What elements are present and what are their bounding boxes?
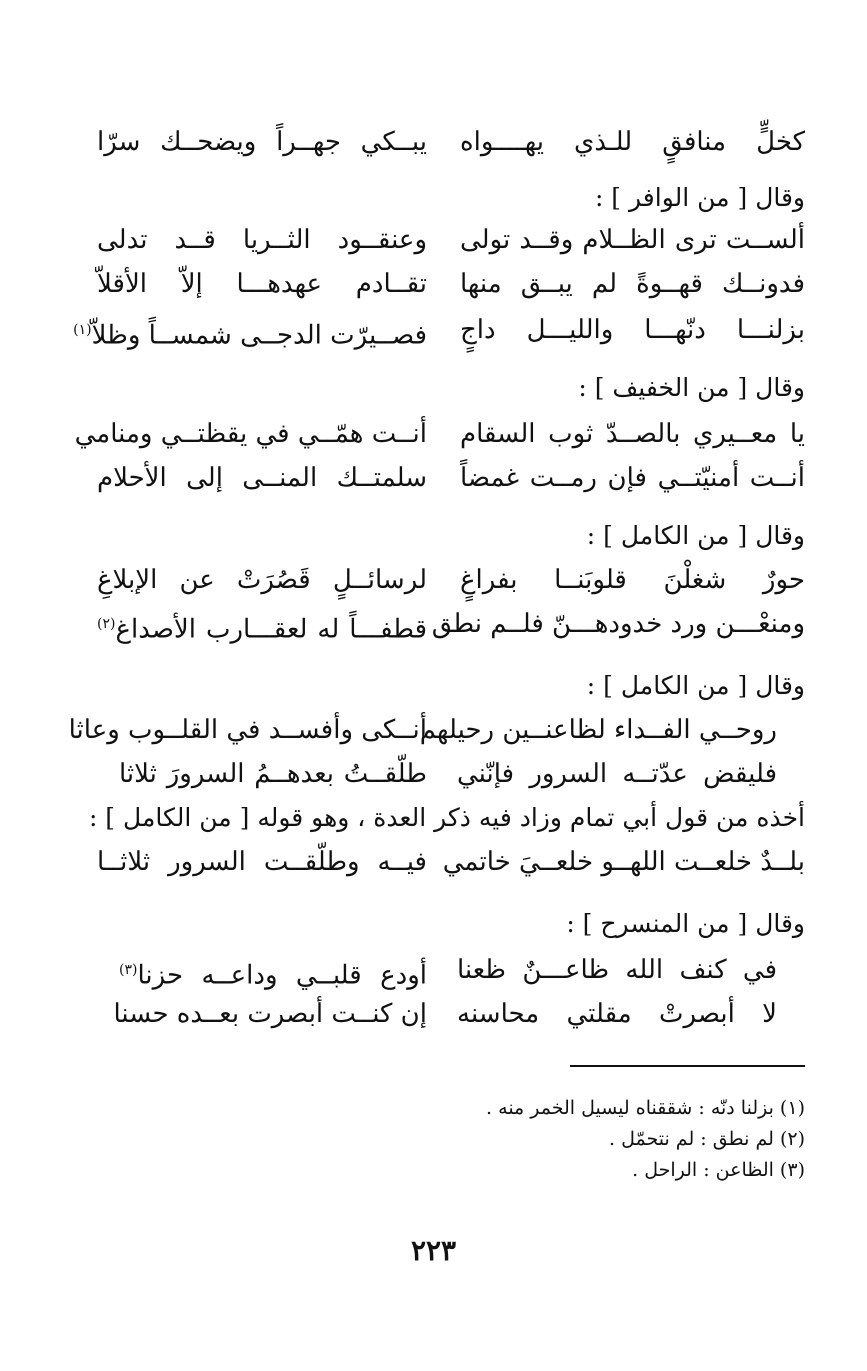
section-intro: وقال [ من الوافر ] : [594,183,805,212]
footnote: (٣) الظاعن : الراحل . [632,1159,805,1181]
footnote-marker: (١) [73,322,92,338]
footnote-separator [570,1065,805,1067]
section-intro: وقال [ من الخفيف ] : [578,373,805,402]
verse-second-hemistich [97,606,427,648]
verse-second-hemistich: تقــادم عهدهـــا إلاّ الأقلاّ [97,269,427,299]
verse-first-hemistich: في كنف الله ظاعـــنٌ ظعنا [457,955,777,985]
section-intro: وقال [ من الكامل ] : [586,521,805,550]
footnote: (٢) لم نطق : لم نتحمّل . [609,1128,805,1150]
verse-first-hemistich: بزلنـــا دنّهـــا والليـــل داجٍ [460,315,805,345]
verse-second-hemistich: وعنقــود الثــريا قــد تدلى [97,225,427,255]
verse-first-hemistich: لا أبصرتْ مقلتي محاسنه [457,999,777,1029]
verse-second-hemistich [119,952,427,994]
opening-verse-first-hemistich: كخلٍّ منافقٍ للـذي يهــــواه [460,127,805,157]
verse-first-hemistich: حورٌ شغلْنَ قلوبَنــا بفراغٍ [460,565,805,595]
verse-first-hemistich: أنــت أمنيّتــي فإن رمــت غمضاً [460,463,805,493]
section-intro: وقال [ من الكامل ] : [586,671,805,700]
verse-first-hemistich: فليقض عدّتــه السرور فإنّني [457,759,777,789]
verse-second-hemistich: طلّقــتُ بعدهــمُ السرورَ ثلاثا [119,759,427,789]
verse-text: قطفـــاً له لعقـــارب الأصداغ [115,614,427,645]
verse-first-hemistich: يا معــيري بالصــدّ ثوب السقام [460,419,805,449]
verse-second-hemistich: أنــت همّــي في يقظتــي ومنامي [74,419,427,449]
verse-second-hemistich: فيــه وطلّقــت السرور ثلاثــا [97,847,427,877]
page-number: ٢٢٣ [410,1234,457,1267]
verse-first-hemistich: روحــي الفــداء لظاعنــين رحيلهم [419,715,777,745]
verse-first-hemistich: ومنعْـــن ورد خدودهـــنّ فلــم نطق [431,609,805,639]
section-intro: وقال [ من المنسرح ] : [566,909,805,938]
verse-first-hemistich: ألســت ترى الظــلام وقــد تولى [460,225,805,255]
verse-second-hemistich: إن كنــت أبصرت بعــده حسنا [113,999,427,1029]
opening-verse-second-hemistich: يبــكي جهــراً ويضحــك سرّا [97,127,427,157]
verse-second-hemistich [73,312,427,354]
verse-second-hemistich: سلمتــك المنــى إلى الأحلام [97,463,427,493]
verse-first-hemistich: بلــدٌ خلعــت اللهــو خلعــيَ خاتمي [442,847,805,877]
section-intro: أخذه من قول أبي تمام وزاد فيه ذكر العدة ، وهو قوله [ من الكامل ] : [88,803,805,832]
verse-text: أودع قلبــي وداعــه حزنا [137,960,427,991]
verse-first-hemistich: فدونــك قهــوةً لم يبــق منها [460,269,805,299]
verse-second-hemistich: لرسائــلٍ قَصُرَتْ عن الإبلاغِ [97,565,427,595]
footnote-marker: (٣) [119,962,138,978]
verse-second-hemistich: أنــكى وأفســد في القلــوب وعاثا [68,715,427,745]
footnote: (١) بزلنا دنّه : شققناه ليسيل الخمر منه . [486,1097,805,1119]
footnote-marker: (٢) [97,616,116,632]
verse-text: فصــيرّت الدجــى شمســاً وظلاّ [91,320,427,351]
